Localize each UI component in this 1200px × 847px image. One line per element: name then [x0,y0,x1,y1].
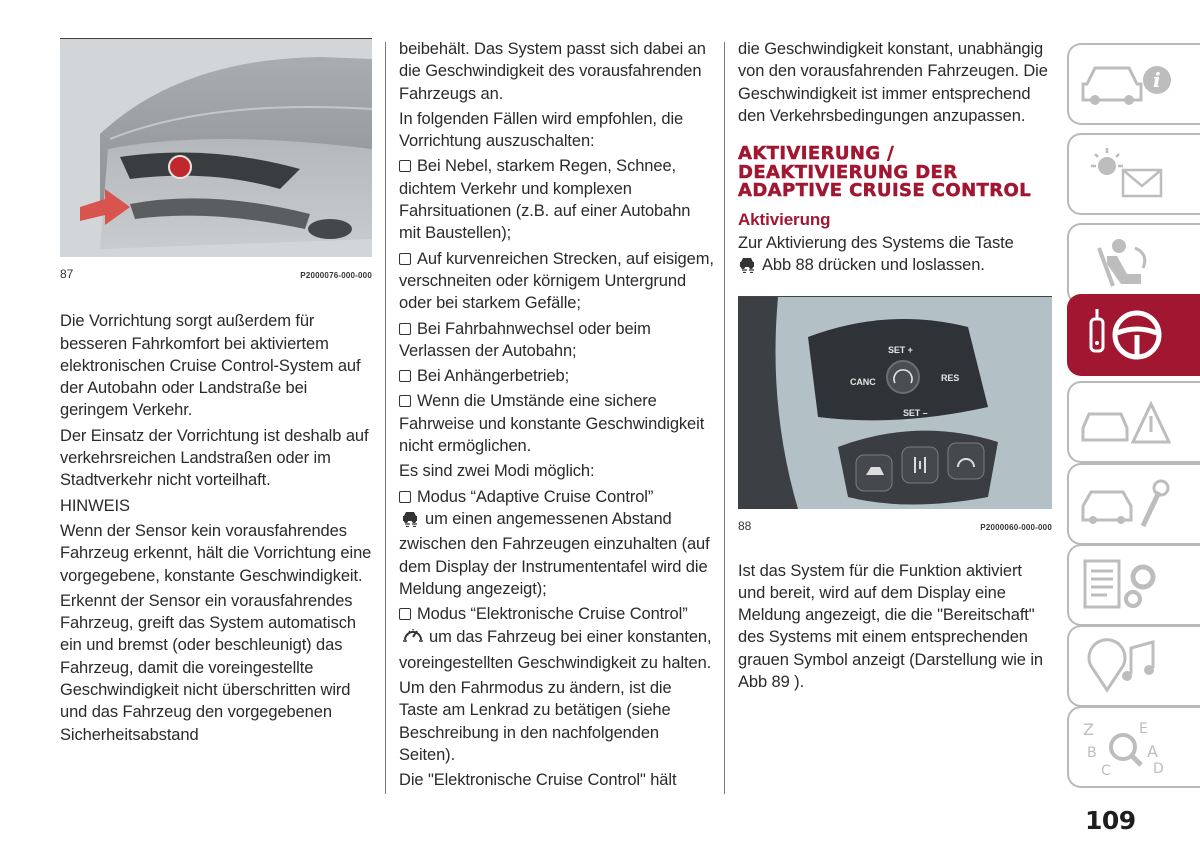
list-item: Modus “Adaptive Cruise Control” um einen angemessenen Abstand zwischen den Fahrzeugen einzuhalten (auf dem Display der Instrumententafel wird die Meldung angezeigt); [399,487,710,598]
paragraph: Die Vorrichtung sorgt außerdem für besseren Fahrkomfort bei aktiviertem elektronischen Cruise Control-System auf der Autobahn oder Landstraße bei geringem Verkehr. [60,312,361,420]
svg-text:A: A [1147,742,1158,761]
paragraph: Ist das System für die Funktion aktiviert und bereit, wird auf dem Display eine Meldung angezeigt, die die "Bereitschaft" des Systems mit einem entsprechenden grauen Symbol anzeigt (Darstellung wie in Abb 89 ). [738,561,1043,692]
svg-text:C: C [1101,763,1111,777]
list-item: Bei Nebel, starkem Regen, Schnee, dichtem Verkehr und komplexen Fahrsituationen (z.B. auf einer Autobahn mit Baustellen); [399,157,691,243]
car-info-icon [1077,54,1177,114]
list-item: Bei Anhängerbetrieb; [399,365,714,387]
checkbox-bullet-icon [399,160,411,172]
data-gears-icon [1077,555,1177,615]
figure-code: P2000076-000-000 [300,271,372,280]
paragraph: beibehält. Das System passt sich dabei an die Geschwindigkeit des vorausfahrenden Fahrzeugs an. [399,40,706,103]
section-heading: AKTIVIERUNG / DEAKTIVIERUNG DER ADAPTIVE CRUISE CONTROL [738,143,1032,202]
figure-number: 88 [738,519,752,534]
checkbox-bullet-icon [399,608,411,620]
list-item: Bei Fahrbahnwechsel oder beim Verlassen der Autobahn; [399,319,651,360]
paragraph: Wenn der Sensor kein vorausfahrendes Fahrzeug erkennt, hält die Vorrichtung eine vorgegebene, konstante Geschwindigkeit. [60,521,372,585]
paragraph: Erkennt der Sensor ein vorausfahrendes Fahrzeug, greift das System automatisch ein und bremst (oder beschleunigt) das Fahrzeug, damit die voreingestellte Geschwindigkeit nicht überschritten wird und das Fahrzeug den vorgegebenen Sicherheitsabstand [60,591,356,744]
svg-text:i: i [1153,68,1161,92]
checkbox-bullet-icon [399,395,411,407]
tab-warning-lights[interactable] [1067,133,1200,215]
checkbox-bullet-icon [399,253,411,265]
svg-text:B: B [1087,745,1097,761]
warning-lights-message-icon [1077,144,1177,204]
checkbox-bullet-icon [399,370,411,382]
figure-87 [60,38,372,287]
svg-text:Z: Z [1083,720,1094,739]
column-3 [738,38,1052,696]
paragraph: Es sind zwei Modi möglich: [399,462,595,481]
tab-maintenance[interactable] [1067,463,1200,545]
figure-code: P2000060-000-000 [980,523,1052,533]
figure-88 [738,296,1052,539]
figure-88-caption [738,509,1052,539]
column-divider [724,42,725,794]
set-minus-label: SET – [903,408,928,419]
paragraph: die Geschwindigkeit konstant, unabhängig von den vorausfahrenden Fahrzeugen. Die Geschwindigkeit ist immer entsprechend den Verkehrsbedingungen anzupassen. [738,40,1048,125]
seat-airbag-icon [1077,234,1177,294]
note-label: HINWEIS [60,496,130,515]
page-number: 109 [1085,806,1136,835]
adaptive-cruise-control-icon [401,511,421,533]
set-plus-label: SET + [888,345,913,356]
paragraph: In folgenden Fällen wird empfohlen, die Vorrichtung auszuschalten: [399,109,684,151]
res-label: RES [941,373,960,384]
column-divider [385,42,386,794]
paragraph: Der Einsatz der Vorrichtung ist deshalb auf verkehrsreichen Landstraßen oder im Stadtverkehr nicht vorteilhaft. [60,426,369,490]
tab-multimedia[interactable] [1067,625,1200,707]
figure-number: 87 [60,267,74,281]
canc-label: CANC [850,377,876,388]
steering-wheel-buttons-photo [738,297,1052,509]
alphabetical-index-icon [1077,717,1177,777]
list-item: Wenn die Umstände eine sichere Fahrweise und konstante Geschwindigkeit nicht ermöglichen. [399,392,705,456]
subheading: Aktivierung [738,209,831,229]
tab-starting-driving[interactable] [1067,294,1200,376]
adaptive-cruise-control-icon [738,257,758,279]
checkbox-bullet-icon [399,491,411,503]
key-steering-wheel-icon [1077,305,1177,365]
car-wrench-icon [1077,474,1177,534]
tab-safety[interactable] [1067,223,1200,305]
tab-technical-data[interactable] [1067,544,1200,626]
cruise-control-speedometer-icon [401,625,425,651]
multimedia-icon [1077,636,1177,696]
tab-car-info[interactable] [1067,43,1200,125]
svg-text:E: E [1139,721,1148,737]
car-crash-warning-icon [1077,392,1177,452]
paragraph: Zur Aktivierung des Systems die Taste Abb 88 drücken und loslassen. [738,232,1052,280]
paragraph: Die "Elektronische Cruise Control" hält [399,771,677,790]
checkbox-bullet-icon [399,323,411,335]
tab-index[interactable] [1067,706,1200,788]
tab-emergency[interactable] [1067,381,1200,463]
svg-text:D: D [1153,761,1164,777]
paragraph: Um den Fahrmodus zu ändern, ist die Taste am Lenkrad zu betätigen (siehe Beschreibung in den nachfolgenden Seiten). [399,679,672,764]
list-item: Auf kurvenreichen Strecken, auf eisigem, verschneiten oder körnigem Untergrund oder bei starkem Gefälle; [399,249,714,313]
figure-87-caption [60,257,372,287]
car-front-photo [60,39,372,257]
column-1 [60,38,372,749]
list-item: Modus “Elektronische Cruise Control”um das Fahrzeug bei einer konstanten, voreingestellten Geschwindigkeit zu halten. [399,605,712,672]
column-2 [399,38,714,795]
